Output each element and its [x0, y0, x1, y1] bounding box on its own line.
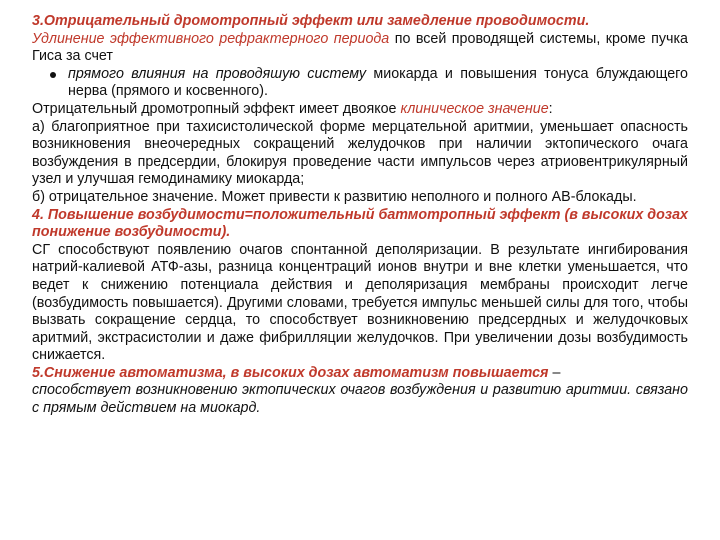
section-3-subheading — [32, 31, 688, 66]
section-3-heading — [32, 13, 688, 31]
bullet-icon — [50, 72, 56, 78]
slide-text-body — [32, 13, 688, 418]
section-4-title: 4. Повышение возбудимости=положительный батмотропный эффект (в высоких дозах понижение возбудимости). — [32, 206, 689, 241]
bullet-text — [68, 66, 688, 101]
section-5-title: 5.Снижение автоматизма, в высоких дозах автоматизм повышается — [32, 364, 549, 381]
point-b-paragraph: б) отрицательное значение. Может привести к развитию неполного и полного АВ-блокады. — [32, 188, 637, 205]
section-4-heading — [32, 207, 688, 242]
clinical-significance-term: клиническое значение — [400, 100, 549, 117]
point-a-paragraph: а) благоприятное при тахисистолической форме мерцательной аритмии, уменьшает опасность возникновения внеочередных сокращений желудочков при наличии эктопического очага возбуждения в предсердии, блокируя проведение части импульсов через атриовентрикулярный узел и улучшая гемодинамику миокарда; — [32, 118, 688, 188]
effect-colon: : — [548, 100, 553, 117]
section-5-dash: – — [548, 364, 561, 381]
refractory-period-phrase: Удлинение эффективного рефрактерного периода — [32, 30, 390, 47]
bullet-item — [32, 66, 688, 101]
section-4-body: СГ способствуют появлению очагов спонтанной деполяризации. В результате ингибирования натрий-калиевой АТФ-азы, разница концентраций ионов внутри и вне клетки уменьшается, что ведет к снижению потенциала действия и деполяризация мембраны происходит легче (возбудимость повышается). Другими словами, требуется импульс меньшей силы для того, чтобы вызвать сокращение сердца, то способствует возникновению предсердных и желудочковых аритмий, экстрасистолии и даже фибрилляции желудочков. При увеличении дозы возбудимость снижается. — [32, 241, 688, 364]
bullet-italic-phrase: прямого влияния на проводяшую систему — [68, 65, 367, 82]
section-5-heading — [32, 365, 688, 383]
subheading-continuation: по всей проводящей системы, кроме пучка Гиса за счет — [32, 30, 688, 65]
section-3-title: 3.Отрицательный дромотропный эффект или замедление проводимости. — [32, 13, 590, 29]
bullet-continuation: миокарда и повышения тонуса блуждающего нерва (прямого и косвенного). — [68, 65, 688, 100]
effect-intro: Отрицательный дромотропный эффект имеет двоякое — [32, 100, 401, 117]
effect-intro-paragraph — [32, 101, 688, 119]
section-5-body: способствует возникновению эктопических очагов возбуждения и развитию аритмии. связано с прямым действием на миокард. — [32, 382, 688, 417]
